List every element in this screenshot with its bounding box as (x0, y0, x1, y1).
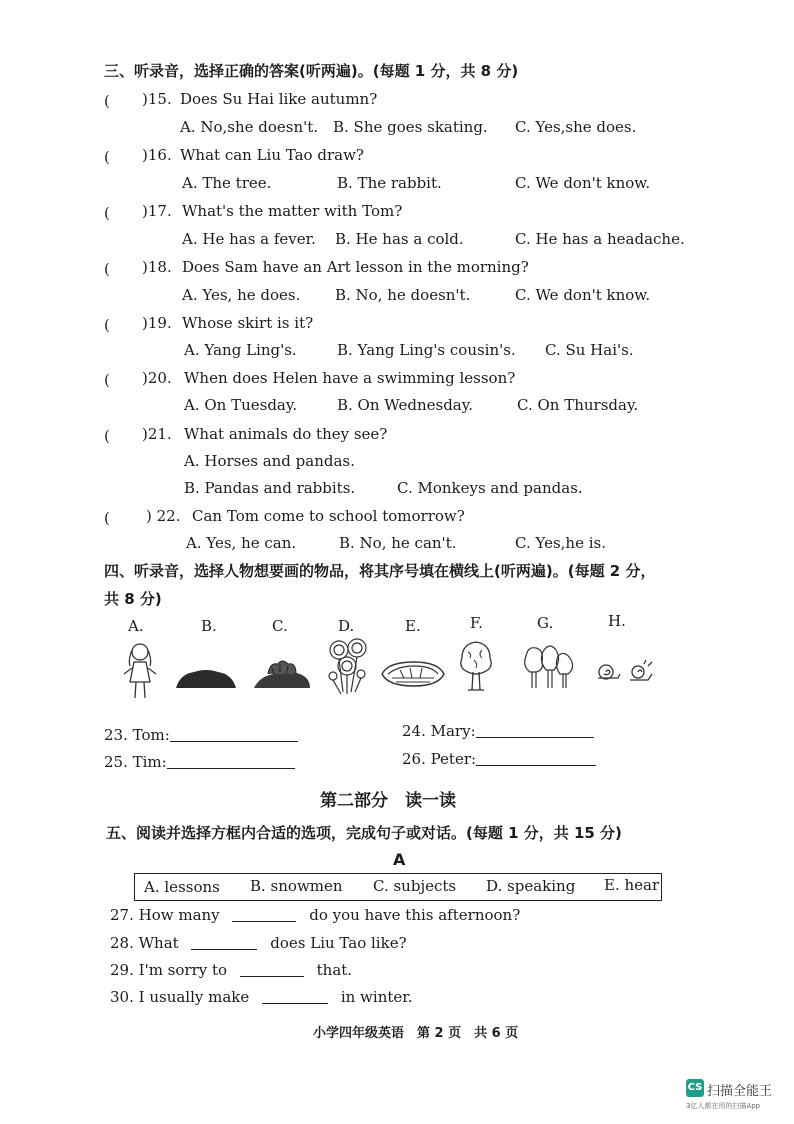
answer-blank[interactable] (191, 935, 257, 950)
option-c: C. We don't know. (515, 174, 651, 192)
answer-blank[interactable] (232, 907, 296, 922)
option-c: C. Yes,he is. (515, 534, 606, 552)
snails-icon (594, 658, 654, 688)
fill-tim (104, 753, 295, 771)
option-b: B. Yang Ling's cousin's. (337, 341, 516, 359)
question-number: )17. (142, 202, 172, 220)
picture-letter: C. (272, 617, 288, 635)
section4-heading: 四、听录音，选择人物想要画的物品，将其序号填在横线上(听两遍)。(每题 2 分， (104, 562, 656, 580)
word-choice: D. speaking (486, 877, 576, 895)
trees-icon (520, 642, 576, 692)
option-b: B. Pandas and rabbits. (184, 479, 356, 497)
answer-paren: ( (104, 260, 110, 278)
sentence-after: in winter. (340, 988, 413, 1006)
option-b: B. She goes skating. (333, 118, 488, 136)
option-c: C. Monkeys and pandas. (397, 479, 583, 497)
answer-paren: ( (104, 371, 110, 389)
camscanner-logo-icon: CS (686, 1079, 704, 1097)
question-text: What can Liu Tao draw? (180, 146, 364, 164)
option-b: B. No, he can't. (339, 534, 457, 552)
answer-blank[interactable] (476, 723, 594, 738)
sentence-number: 27. (110, 906, 134, 924)
sentence-before: I usually make (138, 988, 250, 1006)
sentence-27 (110, 906, 520, 924)
option-b: B. No, he doesn't. (335, 286, 471, 304)
option-a: A. Yes, he can. (186, 534, 297, 552)
question-text: Does Sam have an Art lesson in the morning? (182, 258, 529, 276)
sentence-28 (110, 934, 407, 952)
page-footer: 小学四年级英语 第 2 页 共 6 页 (313, 1026, 519, 1041)
sentence-before: What (138, 934, 179, 952)
option-a: A. Yes, he does. (182, 286, 301, 304)
section5-heading: 五、阅读并选择方框内合适的选项，完成句子或对话。(每题 1 分，共 15 分) (106, 824, 622, 842)
answer-paren: ( (104, 92, 110, 110)
fill-mary (402, 722, 594, 740)
bush-on-rock-icon (252, 656, 312, 692)
question-number: )19. (142, 314, 172, 332)
rock-icon (174, 664, 238, 692)
answer-blank[interactable] (170, 727, 298, 742)
fill-tom (104, 726, 298, 744)
answer-blank[interactable] (240, 962, 304, 977)
option-a: A. Yang Ling's. (184, 341, 297, 359)
option-a: A. He has a fever. (182, 230, 316, 248)
option-a: A. On Tuesday. (184, 396, 298, 414)
sentence-before: I'm sorry to (138, 961, 228, 979)
fill-peter (402, 750, 596, 768)
word-choice: B. snowmen (250, 877, 343, 895)
question-text: Does Su Hai like autumn? (180, 90, 378, 108)
word-choice: E. hear (604, 876, 660, 894)
option-b: B. He has a cold. (335, 230, 464, 248)
sentence-number: 30. (110, 988, 134, 1006)
option-c: C. Yes,she does. (515, 118, 637, 136)
option-c: C. We don't know. (515, 286, 651, 304)
question-text: What animals do they see? (184, 425, 388, 443)
picture-letter: F. (470, 614, 483, 632)
part2-title: 第二部分 读一读 (320, 791, 456, 811)
question-number: )18. (142, 258, 172, 276)
picture-letter: G. (537, 614, 554, 632)
question-text: Whose skirt is it? (182, 314, 314, 332)
sentence-30 (110, 988, 413, 1006)
sentence-29 (110, 961, 352, 979)
section3-heading: 三、听录音，选择正确的答案(听两遍)。(每题 1 分，共 8 分) (104, 62, 519, 80)
answer-paren: ( (104, 427, 110, 445)
answer-paren: ( (104, 148, 110, 166)
picture-letter: A. (128, 617, 144, 635)
question-text: Can Tom come to school tomorrow? (192, 507, 465, 525)
fill-label: 23. Tom: (104, 726, 170, 744)
sentence-after: that. (316, 961, 353, 979)
fill-label: 25. Tim: (104, 753, 167, 771)
watermark-name: 扫描全能王 (707, 1084, 773, 1099)
picture-letter: E. (405, 617, 421, 635)
watermark-subtitle: 3亿人都在用的扫描App (686, 1102, 761, 1110)
fill-label: 26. Peter: (402, 750, 477, 768)
answer-paren: ( (104, 509, 110, 527)
option-c: C. Su Hai's. (545, 341, 634, 359)
picture-letter: H. (608, 612, 626, 630)
answer-blank[interactable] (476, 751, 596, 766)
option-a: A. No,she doesn't. (180, 118, 319, 136)
question-number: )20. (142, 369, 172, 387)
question-number: )15. (142, 90, 172, 108)
option-b: B. On Wednesday. (337, 396, 473, 414)
word-choice: A. lessons (144, 878, 220, 896)
sentence-number: 29. (110, 961, 134, 979)
answer-paren: ( (104, 316, 110, 334)
tree-icon (456, 638, 496, 694)
girl-icon (120, 640, 160, 702)
section4-heading-cont: 共 8 分) (104, 590, 162, 608)
section5-subheading: A (393, 850, 406, 869)
sentence-after: does Liu Tao like? (270, 934, 407, 952)
sentence-before: How many (138, 906, 220, 924)
question-text: What's the matter with Tom? (182, 202, 403, 220)
answer-blank[interactable] (167, 754, 295, 769)
picture-letter: D. (338, 617, 355, 635)
question-number: )16. (142, 146, 172, 164)
word-choice: C. subjects (373, 877, 457, 895)
boat-icon (378, 658, 448, 690)
question-number: ) 22. (146, 507, 181, 525)
option-c: C. He has a headache. (515, 230, 685, 248)
question-text: When does Helen have a swimming lesson? (184, 369, 516, 387)
option-a: A. The tree. (182, 174, 272, 192)
sentence-number: 28. (110, 934, 134, 952)
option-a: A. Horses and pandas. (184, 452, 355, 470)
picture-letter: B. (201, 617, 217, 635)
flowers-icon (325, 636, 371, 700)
fill-label: 24. Mary: (402, 722, 476, 740)
answer-paren: ( (104, 204, 110, 222)
option-c: C. On Thursday. (517, 396, 639, 414)
option-b: B. The rabbit. (337, 174, 442, 192)
question-number: )21. (142, 425, 172, 443)
answer-blank[interactable] (262, 989, 328, 1004)
sentence-after: do you have this afternoon? (309, 906, 521, 924)
